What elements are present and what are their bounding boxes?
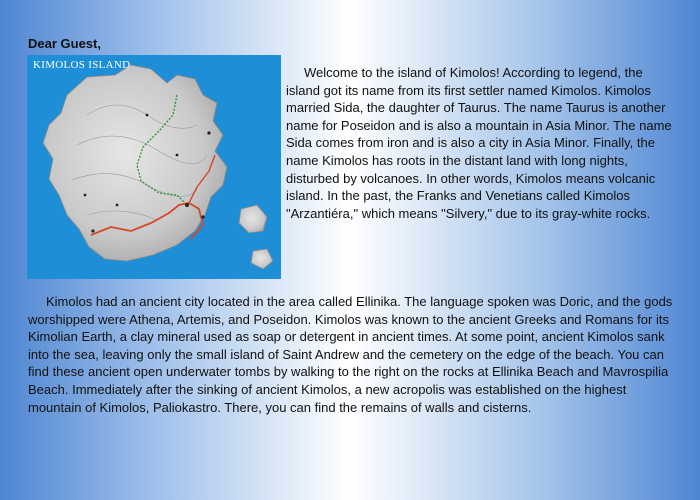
- kimolos-island-map: [27, 55, 281, 279]
- greeting: Dear Guest,: [28, 36, 101, 51]
- letter-paragraph-2: Kimolos had an ancient city located in the area called Ellinika. The language spoken was Doric, and the gods worshipped were Athena, Artemis, and Poseidon. Kimolos was known to the ancient Greeks and Romans for its Kimolian Earth, a clay mineral used as soap or detergent in ancient times. At some point, ancient Kimolos sank into the sea, leaving only the small island of Saint Andrew and the cemetery on the edge of the beach. You can find these ancient open underwater tombs by walking to the right on the rocks at Ellinika Beach and Mavrospilia Beach. Immediately after the sinking of ancient Kimolos, a new acropolis was established on the highest mountain of Kimolos, Paliokastro. There, you can find the remains of walls and cisterns.: [28, 294, 673, 415]
- map-title: KIMOLOS ISLAND: [33, 59, 131, 71]
- map-graphic: [27, 55, 281, 279]
- letter-paragraph-1: Welcome to the island of Kimolos! According to legend, the island got its name from its first settler named Kimolos. Kimolos married Sida, the daughter of Taurus. The name Taurus is another name for Poseidon and is also a mountain in Asia Minor. The name Sida comes from iron and is also a city in Asia Minor. Finally, the name Kimolos has roots in the distant land with long nights, disturbed by volcanoes. In other words, Kimolos means volcanic island. In the past, the Franks and Venetians called Kimolos "Arzantiéra," which means "Silvery," due to its gray-white rocks.: [286, 65, 672, 221]
